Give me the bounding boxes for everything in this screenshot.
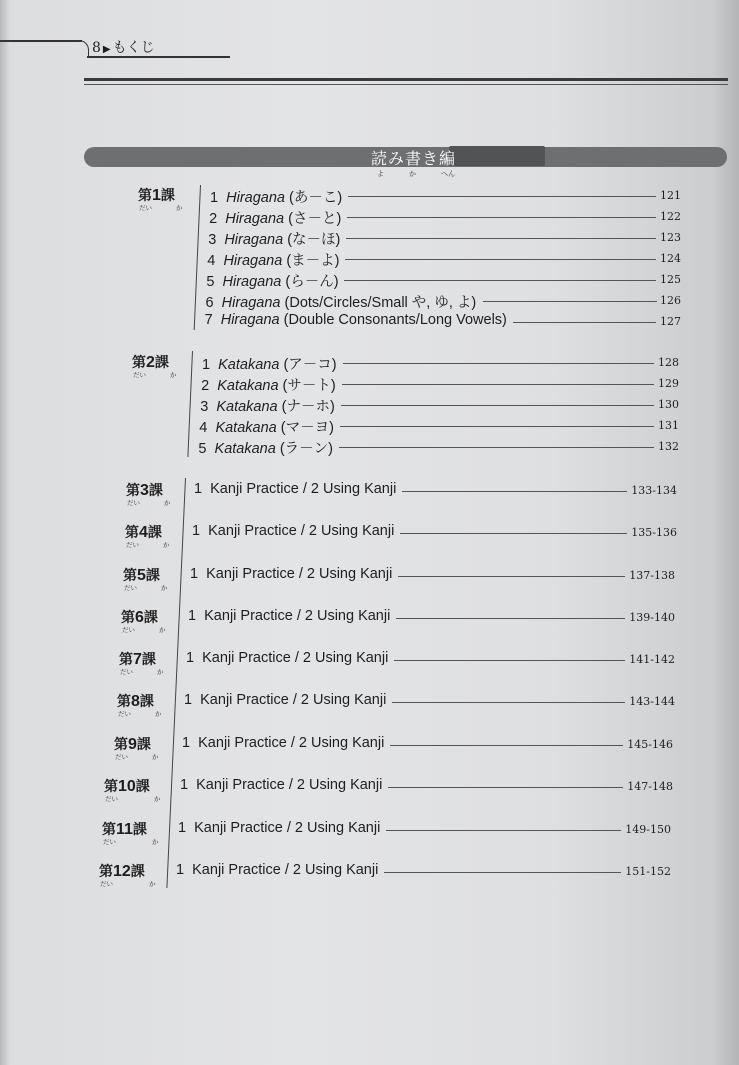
entry-text — [194, 481, 396, 497]
entry-text — [178, 820, 380, 836]
entry-range: (な－ほ) — [287, 232, 341, 248]
entry-text — [186, 650, 388, 666]
entry-page: 123 — [659, 231, 681, 244]
entry-range: (ら－ん) — [285, 274, 339, 290]
lesson-ruby: か — [152, 753, 159, 761]
lesson-ruby: だい — [133, 371, 146, 379]
entry-title: Kanji Practice / 2 Using Kanji — [192, 862, 379, 878]
entry-number: 4 — [207, 253, 216, 269]
toc-entry — [198, 437, 679, 457]
lesson-ruby: だい — [118, 710, 131, 718]
lesson-ruby: だい — [100, 880, 113, 888]
lesson-prefix: 第 — [138, 188, 152, 204]
running-header — [92, 37, 155, 57]
entry-page: 121 — [660, 189, 681, 202]
toc-entry — [201, 374, 679, 394]
toc-entry — [205, 312, 681, 332]
entry-text — [207, 249, 339, 270]
entry-title: Kanji Practice / 2 Using Kanji — [206, 566, 393, 582]
section-title: 読み書き編 — [371, 149, 457, 168]
entry-script: Hiragana — [220, 312, 280, 328]
section-title-ruby: へん — [441, 170, 455, 178]
entry-page: 139-140 — [629, 611, 675, 624]
lesson-ruby: だい — [126, 541, 139, 549]
entry-text — [206, 270, 338, 291]
entry-page: 131 — [657, 419, 679, 432]
entry-title: Kanji Practice / 2 Using Kanji — [208, 523, 395, 539]
entry-page: 151-152 — [625, 865, 671, 878]
lesson-ruby: か — [152, 838, 159, 846]
lesson-ruby: か — [155, 710, 162, 718]
leader-line — [398, 576, 625, 577]
top-rule-thick — [84, 78, 728, 81]
entry-script: Hiragana — [221, 295, 281, 311]
entry-script: Katakana — [214, 441, 276, 457]
entry-text — [202, 353, 337, 374]
lesson-ruby: か — [176, 204, 183, 212]
lesson-suffix: 課 — [143, 610, 158, 626]
entry-page: 126 — [660, 294, 681, 307]
entry-script: Hiragana — [226, 190, 285, 206]
entry-page: 143-144 — [629, 695, 675, 708]
entry-title: Kanji Practice / 2 Using Kanji — [202, 650, 389, 666]
entry-page: 135-136 — [631, 526, 677, 539]
entry-text — [176, 862, 378, 878]
entry-page: 149-150 — [625, 823, 671, 836]
leader-line — [483, 301, 657, 302]
leader-line — [343, 363, 654, 364]
leader-line — [400, 533, 627, 534]
entry-number: 1 — [194, 481, 203, 497]
entry-number: 1 — [182, 735, 191, 751]
entry-number: 1 — [186, 650, 195, 666]
lesson-prefix: 第 — [104, 779, 118, 795]
lesson-suffix: 課 — [145, 568, 160, 584]
lesson-number: 4 — [139, 524, 148, 541]
leader-line — [388, 787, 623, 788]
section-banner-highlight — [449, 146, 545, 166]
entry-text — [210, 186, 342, 207]
entry-number: 7 — [204, 312, 213, 328]
lesson-number: 3 — [140, 482, 149, 499]
toc-entry — [184, 692, 675, 712]
entry-script: Hiragana — [224, 232, 284, 248]
entry-text — [182, 735, 384, 751]
toc-entry — [207, 249, 681, 269]
toc-entry — [190, 566, 675, 586]
lesson-number: 6 — [135, 609, 144, 626]
leader-line — [394, 660, 625, 661]
lesson-number: 9 — [128, 736, 137, 753]
lesson-ruby: だい — [103, 838, 116, 846]
lesson-suffix: 課 — [136, 737, 151, 753]
leader-line — [342, 384, 654, 385]
lesson-suffix: 課 — [154, 355, 169, 371]
entry-range: (Dots/Circles/Small や, ゆ, よ) — [284, 295, 477, 311]
entry-number: 1 — [190, 566, 199, 582]
lesson-ruby: か — [154, 795, 161, 803]
lesson-prefix: 第 — [99, 864, 113, 880]
entry-page: 141-142 — [629, 653, 675, 666]
entry-number: 1 — [202, 357, 211, 373]
entry-title: Kanji Practice / 2 Using Kanji — [194, 820, 381, 836]
lesson-ruby: か — [163, 541, 170, 549]
leader-line — [513, 322, 656, 323]
entry-text — [180, 777, 382, 793]
leader-line — [348, 196, 656, 197]
lesson-label — [104, 776, 150, 796]
toc-entry — [206, 270, 681, 290]
leader-line — [402, 491, 627, 492]
lesson-number: 8 — [131, 693, 140, 710]
lesson-label — [121, 607, 158, 627]
leader-line — [390, 745, 623, 746]
lesson-ruby: だい — [105, 795, 118, 803]
lesson-prefix: 第 — [121, 610, 135, 626]
lesson-label — [114, 734, 151, 754]
lesson-suffix: 課 — [135, 779, 150, 795]
toc-entry — [176, 862, 671, 882]
toc-entry — [178, 820, 671, 840]
lesson-divider-line — [187, 351, 193, 457]
entry-number: 1 — [176, 862, 185, 878]
entry-text — [206, 291, 477, 312]
lesson-number: 1 — [152, 187, 161, 204]
lesson-label — [123, 565, 160, 585]
toc-entry — [199, 416, 679, 436]
toc-entry — [200, 395, 679, 415]
section-title-ruby: よ — [377, 170, 384, 178]
running-title: もくじ — [112, 40, 155, 56]
entry-text — [190, 566, 392, 582]
entry-page: 125 — [659, 273, 681, 286]
entry-number: 4 — [199, 420, 208, 436]
lesson-label — [125, 522, 162, 542]
entry-script: Hiragana — [223, 253, 283, 269]
lesson-prefix: 第 — [117, 694, 131, 710]
lesson-number: 12 — [113, 863, 131, 880]
entry-script: Katakana — [215, 420, 277, 436]
header-rule-left — [0, 40, 82, 42]
entry-page: 129 — [657, 377, 679, 390]
lesson-label — [126, 480, 163, 500]
toc-entry — [182, 735, 673, 755]
lesson-label — [117, 691, 154, 711]
page-number: 8 — [92, 40, 101, 56]
entry-page: 130 — [657, 398, 679, 411]
leader-line — [386, 830, 621, 831]
entry-page: 145-146 — [627, 738, 673, 751]
leader-line — [341, 405, 654, 406]
entry-text — [198, 437, 333, 458]
lesson-suffix: 課 — [139, 694, 154, 710]
lesson-label — [102, 819, 147, 839]
entry-range: (ま－よ) — [286, 253, 340, 269]
entry-title: Kanji Practice / 2 Using Kanji — [200, 692, 387, 708]
entry-text — [184, 692, 386, 708]
entry-title: Kanji Practice / 2 Using Kanji — [196, 777, 383, 793]
lesson-ruby: か — [159, 626, 166, 634]
entry-text — [200, 395, 335, 416]
entry-number: 2 — [201, 378, 210, 394]
toc-entry — [208, 228, 681, 248]
entry-text — [188, 608, 390, 624]
toc-entry — [180, 777, 673, 797]
entry-text — [199, 416, 334, 437]
entry-script: Katakana — [217, 378, 279, 394]
page-shadow-left — [0, 0, 10, 1065]
entry-number: 5 — [198, 441, 207, 457]
lesson-label — [132, 352, 169, 372]
entry-range: (あ－こ) — [289, 190, 343, 206]
leader-line — [346, 238, 656, 239]
entry-number: 1 — [178, 820, 187, 836]
lesson-prefix: 第 — [114, 737, 128, 753]
entry-text — [209, 207, 341, 228]
lesson-ruby: か — [149, 880, 156, 888]
lesson-ruby: か — [157, 668, 164, 676]
entry-range: (サ－ト) — [282, 378, 336, 394]
toc-entry — [192, 523, 677, 543]
lesson-number: 2 — [146, 354, 155, 371]
entry-text — [208, 228, 340, 249]
lesson-prefix: 第 — [119, 652, 133, 668]
lesson-number: 7 — [133, 651, 142, 668]
entry-script: Katakana — [216, 399, 278, 415]
toc-entry — [194, 481, 677, 501]
entry-number: 3 — [208, 232, 217, 248]
lesson-divider-line — [194, 185, 202, 330]
entry-number: 1 — [180, 777, 189, 793]
lesson-number: 11 — [116, 821, 133, 838]
top-rule-thin — [84, 84, 728, 85]
leader-line — [396, 618, 625, 619]
lesson-ruby: だい — [120, 668, 133, 676]
entry-number: 1 — [210, 190, 219, 206]
entry-number: 1 — [192, 523, 201, 539]
toc-entry — [209, 207, 681, 227]
entry-range: (ラ－ン) — [279, 441, 334, 457]
toc-entry — [186, 650, 675, 670]
entry-page: 147-148 — [627, 780, 673, 793]
lesson-ruby: だい — [127, 499, 140, 507]
leader-line — [339, 447, 654, 448]
entry-text — [205, 312, 507, 328]
lesson-ruby: だい — [122, 626, 135, 634]
lesson-suffix: 課 — [147, 525, 162, 541]
lesson-prefix: 第 — [125, 525, 139, 541]
lesson-prefix: 第 — [102, 822, 116, 838]
lesson-ruby: か — [170, 371, 177, 379]
entry-script: Hiragana — [225, 211, 285, 227]
entry-title: Kanji Practice / 2 Using Kanji — [204, 608, 391, 624]
lesson-label — [99, 861, 145, 881]
leader-line — [345, 259, 656, 260]
entry-range: (ナ－ホ) — [281, 399, 335, 415]
lesson-prefix: 第 — [132, 355, 146, 371]
entry-number: 1 — [188, 608, 197, 624]
entry-page: 127 — [659, 315, 681, 328]
entry-title: Kanji Practice / 2 Using Kanji — [198, 735, 385, 751]
entry-page: 128 — [658, 356, 679, 369]
lesson-label — [119, 649, 156, 669]
lesson-ruby: か — [161, 584, 168, 592]
entry-range: (Double Consonants/Long Vowels) — [283, 312, 507, 328]
entry-number: 1 — [184, 692, 193, 708]
entry-page: 122 — [659, 210, 681, 223]
lesson-suffix: 課 — [132, 822, 147, 838]
entry-page: 133-134 — [631, 484, 677, 497]
entry-page: 132 — [657, 440, 679, 453]
lesson-ruby: だい — [115, 753, 128, 761]
entry-number: 2 — [209, 211, 218, 227]
section-title-ruby: か — [409, 170, 416, 178]
leader-line — [347, 217, 656, 218]
entry-text — [192, 523, 394, 539]
entry-number: 5 — [206, 274, 215, 290]
entry-range: (さ－と) — [288, 211, 342, 227]
entry-page: 124 — [659, 252, 681, 265]
entry-number: 6 — [205, 295, 214, 311]
lesson-suffix: 課 — [160, 188, 175, 204]
leader-line — [392, 702, 625, 703]
lesson-ruby: か — [164, 499, 171, 507]
entry-range: (ア－コ) — [283, 357, 337, 373]
entry-number: 3 — [200, 399, 209, 415]
lesson-suffix: 課 — [130, 864, 145, 880]
lesson-prefix: 第 — [126, 483, 140, 499]
lesson-ruby: だい — [139, 204, 152, 212]
lesson-suffix: 課 — [141, 652, 156, 668]
entry-script: Katakana — [218, 357, 280, 373]
lesson-number: 10 — [118, 778, 136, 795]
toc-entry — [202, 353, 679, 373]
entry-page: 137-138 — [629, 569, 675, 582]
lesson-prefix: 第 — [123, 568, 137, 584]
entry-title: Kanji Practice / 2 Using Kanji — [210, 481, 397, 497]
entry-script: Hiragana — [222, 274, 282, 290]
arrow-icon: ▶ — [102, 44, 111, 55]
leader-line — [384, 872, 621, 873]
lesson-suffix: 課 — [148, 483, 163, 499]
leader-line — [344, 280, 656, 281]
lesson-number: 5 — [137, 567, 146, 584]
entry-range: (マ－ヨ) — [280, 420, 334, 436]
lesson-ruby: だい — [124, 584, 137, 592]
leader-line — [340, 426, 654, 427]
toc-entry — [188, 608, 675, 628]
toc-entry — [206, 291, 682, 311]
toc-entry — [210, 186, 681, 206]
entry-text — [201, 374, 336, 395]
lesson-label — [138, 185, 175, 205]
